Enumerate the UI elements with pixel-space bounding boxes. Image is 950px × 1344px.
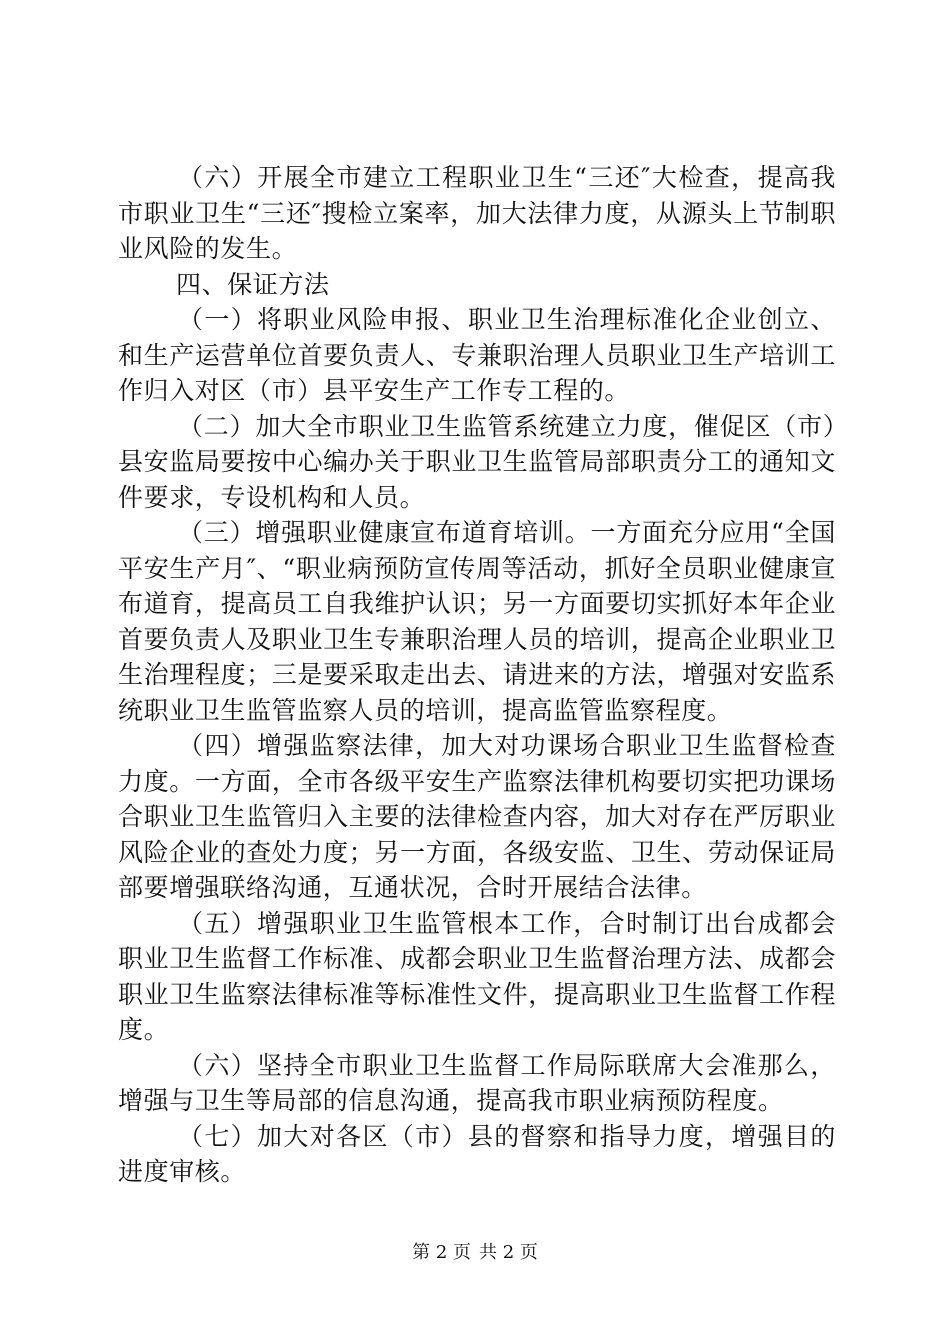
- paragraph-two: （二）加大全市职业卫生监管系统建立力度，催促区（市）县安监局要按中心编办关于职业卫生监管局部职责分工的通知文件要求，专设机构和人员。: [118, 411, 836, 512]
- paragraph-four: （四）增强监察法律，加大对功课场合职业卫生监督检查力度。一方面，全市各级平安生产监察法律机构要切实把功课场合职业卫生监管归入主要的法律检查内容，加大对存在严厉职业风险企业的查处力度；另一方面，各级安监、卫生、劳动保证局部要增强联络沟通，互通状况，合时开展结合法律。: [118, 731, 836, 902]
- paragraph-three: （三）增强职业健康宣布道育培训。一方面充分应用“全国平安生产月″、“职业病预防宣传周等活动，抓好全员职业健康宣布道育，提高员工自我维护认识；另一方面要切实抓好本年企业首要负责人及职业卫生专兼职治理人员的培训，提高企业职业卫生治理程度；三是要采取走出去、请进来的方法，增强对安监系统职业卫生监管监察人员的培训，提高监管监察程度。: [118, 518, 836, 725]
- document-body: [118, 160, 836, 1190]
- page-total: 共 2 页: [479, 1242, 538, 1263]
- paragraph-one: （一）将职业风险申报、职业卫生治理标准化企业创立、和生产运营单位首要负责人、专兼职治理人员职业卫生产培训工作归入对区（市）县平安生产工作专工程的。: [118, 305, 836, 405]
- paragraph-seven: （七）加大对各区（市）县的督察和指导力度，增强目的进度审核。: [118, 1121, 836, 1186]
- paragraph-six-meeting: （六）坚持全市职业卫生监督工作局际联席大会准那么，增强与卫生等局部的信息沟通，提高我市职业病预防程度。: [118, 1050, 836, 1115]
- page-number: 第 2 页: [412, 1242, 471, 1263]
- paragraph-six-inspection: （六）开展全市建立工程职业卫生“三还″大检查，提高我市职业卫生“三还″搜检立案率，加大法律力度，从源头上节制职业风险的发生。: [118, 163, 836, 263]
- section-heading-guarantee-methods: 四、保证方法: [176, 269, 330, 299]
- paragraph-five: （五）增强职业卫生监管根本工作，合时制订出台成都会职业卫生监督工作标准、成都会职业卫生监督治理方法、成都会职业卫生监察法律标准等标准性文件，提高职业卫生监督工作程度。: [118, 908, 836, 1044]
- page-footer: [0, 1241, 950, 1265]
